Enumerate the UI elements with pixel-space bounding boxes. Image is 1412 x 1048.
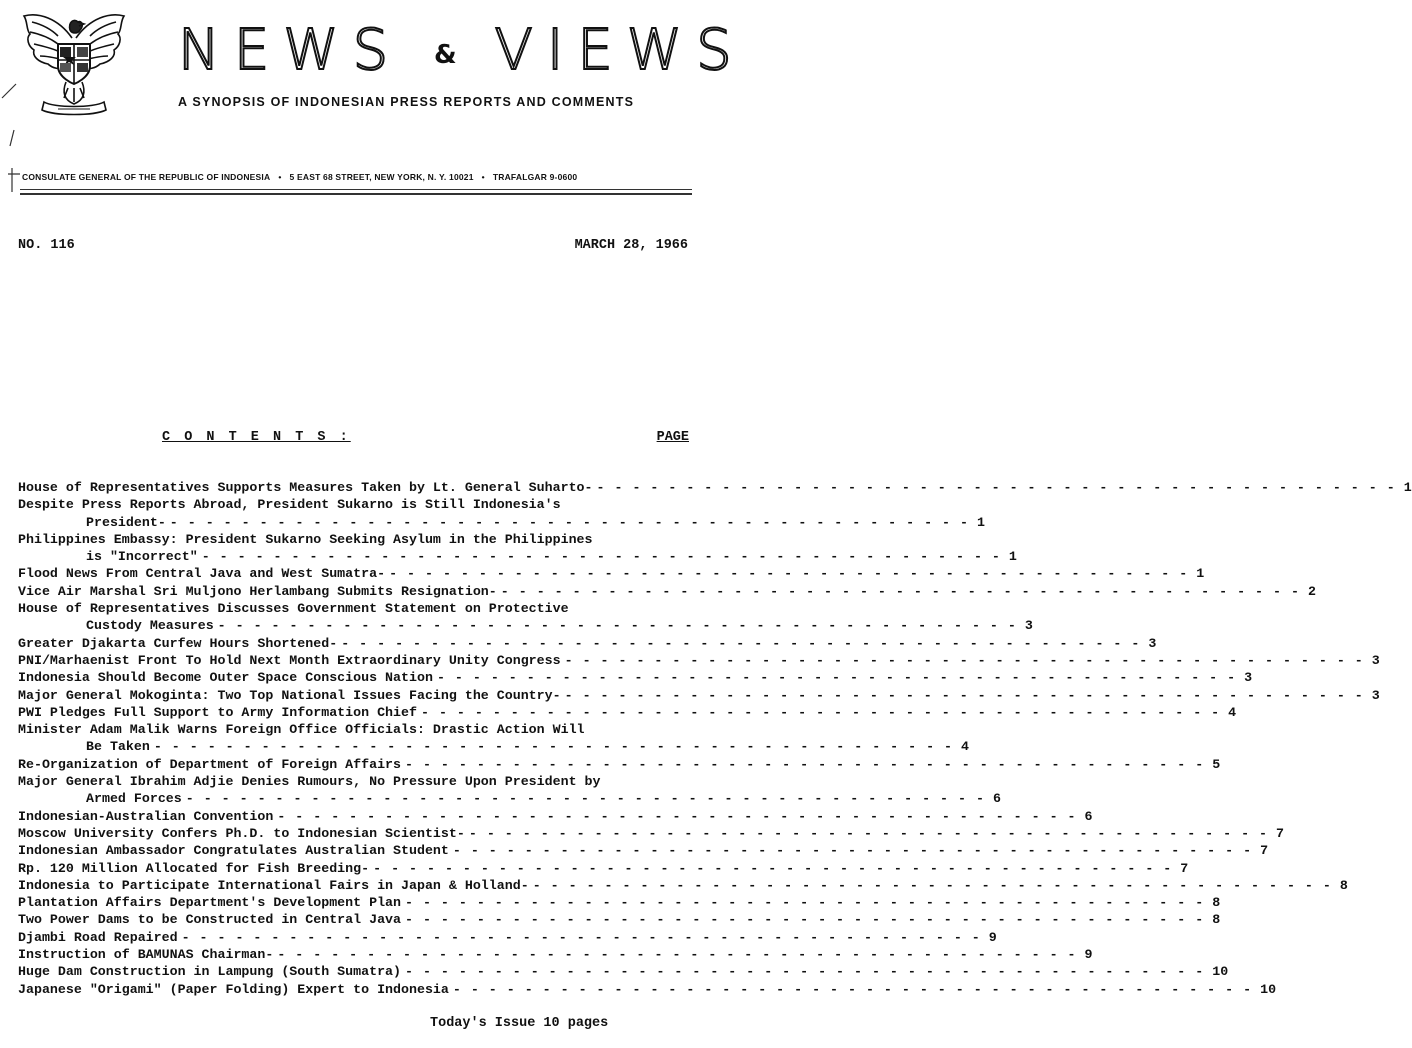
toc-entry-line — [18, 514, 985, 531]
toc-dot-leader: - - - - - - - - - - - - - - - - - - - - - - - - - - - - - - - - - - - - - - - - - - - - - — [277, 808, 1077, 824]
toc-entry-line — [18, 790, 1001, 807]
toc-entry — [18, 756, 1221, 773]
toc-entry-title: Indonesian Ambassador Congratulates Australian Student — [18, 843, 449, 859]
toc-dot-leader: - - - - - - - - - - - - - - - - - - - - - - - - - - - - - - - - - - - - - - - - - - - - - — [564, 687, 1364, 703]
toc-entry-line — [18, 687, 1380, 704]
toc-entry-title: Indonesia to Participate International Fairs in Japan & Holland- — [18, 877, 529, 893]
toc-entry — [18, 652, 1380, 669]
consulate-name: CONSULATE GENERAL OF THE REPUBLIC OF INDONESIA — [22, 172, 271, 182]
toc-entry — [18, 946, 1093, 963]
toc-entry — [18, 635, 1157, 652]
toc-entry-line — [18, 496, 682, 513]
toc-entry — [18, 825, 1285, 842]
toc-entry — [18, 877, 1348, 894]
toc-page-number: 7 — [1180, 860, 1189, 876]
toc-page-number: 3 — [1148, 635, 1157, 651]
toc-dot-leader: - - - - - - - - - - - - - - - - - - - - - - - - - - - - - - - - - - - - - - - - - - - - - — [201, 549, 1001, 565]
toc-entry-title: Minister Adam Malik Warns Foreign Office Officials: Drastic Action Will — [18, 722, 585, 738]
toc-page-number: 8 — [1212, 912, 1221, 928]
garuda-emblem-icon — [18, 8, 130, 120]
toc-dot-leader: - - - - - - - - - - - - - - - - - - - - - - - - - - - - - - - - - - - - - - - - - - - - - — [405, 912, 1205, 928]
toc-entry-title: Armed Forces — [86, 791, 182, 807]
issue-number: NO. 116 — [18, 238, 75, 253]
toc-entry-line — [18, 479, 1412, 496]
toc-dot-leader: - - - - - - - - - - - - - - - - - - - - - - - - - - - - - - - - - - - - - - - - - - - - - — [373, 860, 1173, 876]
toc-entry — [18, 721, 970, 756]
toc-page-number: 1 — [1008, 549, 1017, 565]
toc-page-number: 3 — [1244, 670, 1253, 686]
toc-page-number: 1 — [1196, 566, 1205, 582]
toc-dot-leader: - - - - - - - - - - - - - - - - - - - - - - - - - - - - - - - - - - - - - - - - - - - - - — [564, 652, 1364, 668]
masthead-title-right: VIEWS — [494, 18, 746, 83]
toc-dot-leader: - - - - - - - - - - - - - - - - - - - - - - - - - - - - - - - - - - - - - - - - - - - - - — [389, 566, 1189, 582]
toc-entry — [18, 773, 1001, 808]
toc-page-number: 5 — [1212, 756, 1221, 772]
toc-entry — [18, 894, 1221, 911]
toc-entry-title: PWI Pledges Full Support to Army Information Chief — [18, 704, 417, 720]
toc-entry-line — [18, 756, 1221, 773]
toc-entry — [18, 911, 1221, 928]
toc-entry-title: Philippines Embassy: President Sukarno Seeking Asylum in the Philippines — [18, 531, 593, 547]
toc-entry-title: is "Incorrect" — [86, 549, 198, 565]
toc-entry-title: Plantation Affairs Department's Development Plan — [18, 895, 402, 911]
toc-dot-leader: - - - - - - - - - - - - - - - - - - - - - - - - - - - - - - - - - - - - - - - - - - - - - — [436, 670, 1237, 686]
toc-page-number: 7 — [1276, 825, 1285, 841]
toc-entry-line — [18, 963, 1229, 980]
address-line — [22, 172, 692, 182]
issue-date: MARCH 28, 1966 — [574, 238, 688, 253]
toc-page-number: 6 — [992, 791, 1001, 807]
table-of-contents — [18, 479, 1412, 998]
toc-entry-title: Two Power Dams to be Constructed in Central Java — [18, 912, 402, 928]
toc-page-number: 1 — [976, 514, 985, 530]
toc-entry-line — [18, 669, 1253, 686]
toc-entry-title: Despite Press Reports Abroad, President Sukarno is Still Indonesia's — [18, 497, 561, 513]
toc-entry-line — [18, 565, 1205, 582]
toc-dot-leader: - - - - - - - - - - - - - - - - - - - - - - - - - - - - - - - - - - - - - - - - - - - - - — [468, 825, 1269, 841]
toc-entry — [18, 479, 1412, 496]
toc-entry-title: Re-Organization of Department of Foreign Affairs — [18, 756, 402, 772]
toc-entry — [18, 565, 1205, 582]
masthead-title-left: NEWS — [178, 18, 403, 83]
toc-dot-leader: - - - - - - - - - - - - - - - - - - - - - - - - - - - - - - - - - - - - - - - - - - - - - — [217, 618, 1017, 634]
toc-entry-title: PNI/Marhaenist Front To Hold Next Month Extraordinary Unity Congress — [18, 652, 561, 668]
toc-entry-title: Major General Mokoginta: Two Top National Issues Facing the Country- — [18, 687, 561, 703]
toc-entry — [18, 687, 1380, 704]
toc-entry-title: Huge Dam Construction in Lampung (South Sumatra) — [18, 964, 402, 980]
toc-entry — [18, 669, 1253, 686]
toc-entry-line — [18, 842, 1269, 859]
toc-entry-line — [18, 635, 1157, 652]
phone-number: TRAFALGAR 9-0600 — [492, 172, 578, 182]
toc-page-number: 8 — [1212, 895, 1221, 911]
toc-entry — [18, 704, 1237, 721]
toc-entry-line — [18, 773, 682, 790]
toc-entry-line — [18, 704, 1237, 721]
toc-entry — [18, 600, 1033, 635]
toc-entry-line — [18, 860, 1189, 877]
toc-entry-title: Vice Air Marshal Sri Muljono Herlambang Submits Resignation- — [18, 583, 497, 599]
toc-entry-line — [18, 600, 682, 617]
toc-dot-leader: - - - - - - - - - - - - - - - - - - - - - - - - - - - - - - - - - - - - - - - - - - - - - — [452, 981, 1253, 997]
toc-entry — [18, 808, 1093, 825]
address-separator: • — [481, 172, 485, 182]
toc-entry-title: Indonesia Should Become Outer Space Conscious Nation — [18, 670, 433, 686]
toc-entry-line — [18, 583, 1316, 600]
toc-entry-title: Greater Djakarta Curfew Hours Shortened- — [18, 635, 338, 651]
toc-dot-leader: - - - - - - - - - - - - - - - - - - - - - - - - - - - - - - - - - - - - - - - - - - - - - — [405, 895, 1205, 911]
toc-page-number: 1 — [1403, 480, 1412, 495]
toc-entry — [18, 583, 1316, 600]
toc-entry — [18, 496, 985, 531]
toc-dot-leader: - - - - - - - - - - - - - - - - - - - - - - - - - - - - - - - - - - - - - - - - - - - - - — [405, 756, 1205, 772]
toc-entry-line — [18, 877, 1348, 894]
pen-mark-decoration — [0, 80, 26, 210]
toc-dot-leader: - - - - - - - - - - - - - - - - - - - - - - - - - - - - - - - - - - - - - - - - - - - - - — [420, 704, 1221, 720]
toc-entry-title: House of Representatives Discusses Government Statement on Protective — [18, 601, 569, 617]
toc-entry-line — [18, 548, 1017, 565]
toc-page-number: 10 — [1260, 981, 1277, 997]
toc-page-number: 7 — [1260, 843, 1269, 859]
toc-entry — [18, 860, 1189, 877]
toc-dot-leader: - - - - - - - - - - - - - - - - - - - - - - - - - - - - - - - - - - - - - - - - - - - - - — [452, 843, 1253, 859]
toc-entry — [18, 842, 1269, 859]
toc-entry-title: Be Taken — [86, 739, 150, 755]
toc-dot-leader: - - - - - - - - - - - - - - - - - - - - - - - - - - - - - - - - - - - - - - - - - - - - - — [532, 877, 1332, 893]
toc-entry-line — [18, 738, 970, 755]
toc-dot-leader: - - - - - - - - - - - - - - - - - - - - - - - - - - - - - - - - - - - - - - - - - - - - - — [405, 964, 1205, 980]
toc-page-number: 9 — [1084, 947, 1093, 963]
address-separator: • — [278, 172, 282, 182]
toc-page-number: 3 — [1371, 652, 1380, 668]
toc-entry-line — [18, 617, 1033, 634]
toc-entry-title: President- — [86, 514, 166, 530]
toc-entry — [18, 531, 1017, 566]
toc-entry-line — [18, 808, 1093, 825]
toc-entry — [18, 981, 1277, 998]
toc-page-number: 4 — [1228, 704, 1237, 720]
toc-entry-line — [18, 894, 1221, 911]
toc-page-number: 8 — [1339, 877, 1348, 893]
toc-dot-leader: - - - - - - - - - - - - - - - - - - - - - - - - - - - - - - - - - - - - - - - - - - - - - — [153, 739, 954, 755]
toc-entry-title: Rp. 120 Million Allocated for Fish Breeding- — [18, 860, 370, 876]
toc-entry-line — [18, 981, 1277, 998]
toc-entry-title: House of Representatives Supports Measures Taken by Lt. General Suharto- — [18, 480, 593, 495]
toc-entry-line — [18, 929, 997, 946]
toc-entry-line — [18, 721, 682, 738]
toc-page-number: 9 — [988, 929, 997, 945]
masthead-title-ampersand: & — [434, 40, 463, 70]
toc-page-number: 6 — [1084, 808, 1093, 824]
toc-dot-leader: - - - - - - - - - - - - - - - - - - - - - - - - - - - - - - - - - - - - - - - - - - - - - — [596, 480, 1396, 495]
toc-entry-title: Instruction of BAMUNAS Chairman- — [18, 947, 274, 963]
toc-entry-title: Japanese "Origami" (Paper Folding) Expert to Indonesia — [18, 981, 449, 997]
street-address: 5 EAST 68 STREET, NEW YORK, N. Y. 10021 — [289, 172, 474, 182]
toc-page-number: 3 — [1024, 618, 1033, 634]
page-column-heading: PAGE — [656, 430, 689, 445]
toc-page-number: 2 — [1307, 583, 1316, 599]
toc-page-number: 3 — [1371, 687, 1380, 703]
toc-entry-line — [18, 531, 682, 548]
masthead-title — [178, 18, 746, 83]
toc-entry — [18, 963, 1229, 980]
toc-dot-leader: - - - - - - - - - - - - - - - - - - - - - - - - - - - - - - - - - - - - - - - - - - - - - — [181, 929, 981, 945]
toc-entry-title: Moscow University Confers Ph.D. to Indonesian Scientist- — [18, 825, 465, 841]
header-divider-thin — [20, 189, 692, 190]
toc-entry-title: Indonesian-Australian Convention — [18, 808, 274, 824]
toc-dot-leader: - - - - - - - - - - - - - - - - - - - - - - - - - - - - - - - - - - - - - - - - - - - - - — [341, 635, 1141, 651]
issue-page-count: Today's Issue 10 pages — [430, 1016, 609, 1031]
toc-entry-title: Major General Ibrahim Adjie Denies Rumours, No Pressure Upon President by — [18, 774, 601, 790]
toc-entry-line — [18, 652, 1380, 669]
toc-entry-title: Flood News From Central Java and West Sumatra- — [18, 566, 386, 582]
toc-entry-title: Djambi Road Repaired — [18, 929, 178, 945]
toc-entry-title: Custody Measures — [86, 618, 214, 634]
toc-page-number: 4 — [961, 739, 970, 755]
toc-page-number: 10 — [1212, 964, 1229, 980]
contents-heading: C O N T E N T S : — [162, 430, 351, 445]
toc-dot-leader: - - - - - - - - - - - - - - - - - - - - - - - - - - - - - - - - - - - - - - - - - - - - - — [277, 947, 1077, 963]
toc-entry-line — [18, 825, 1285, 842]
masthead-subtitle: A SYNOPSIS OF INDONESIAN PRESS REPORTS AND COMMENTS — [178, 95, 635, 109]
toc-entry — [18, 929, 997, 946]
toc-dot-leader: - - - - - - - - - - - - - - - - - - - - - - - - - - - - - - - - - - - - - - - - - - - - - — [169, 514, 969, 530]
toc-entry-line — [18, 946, 1093, 963]
toc-dot-leader: - - - - - - - - - - - - - - - - - - - - - - - - - - - - - - - - - - - - - - - - - - - - - — [500, 583, 1300, 599]
header-divider-thick — [20, 193, 692, 195]
toc-entry-line — [18, 911, 1221, 928]
toc-dot-leader: - - - - - - - - - - - - - - - - - - - - - - - - - - - - - - - - - - - - - - - - - - - - - — [185, 791, 985, 807]
